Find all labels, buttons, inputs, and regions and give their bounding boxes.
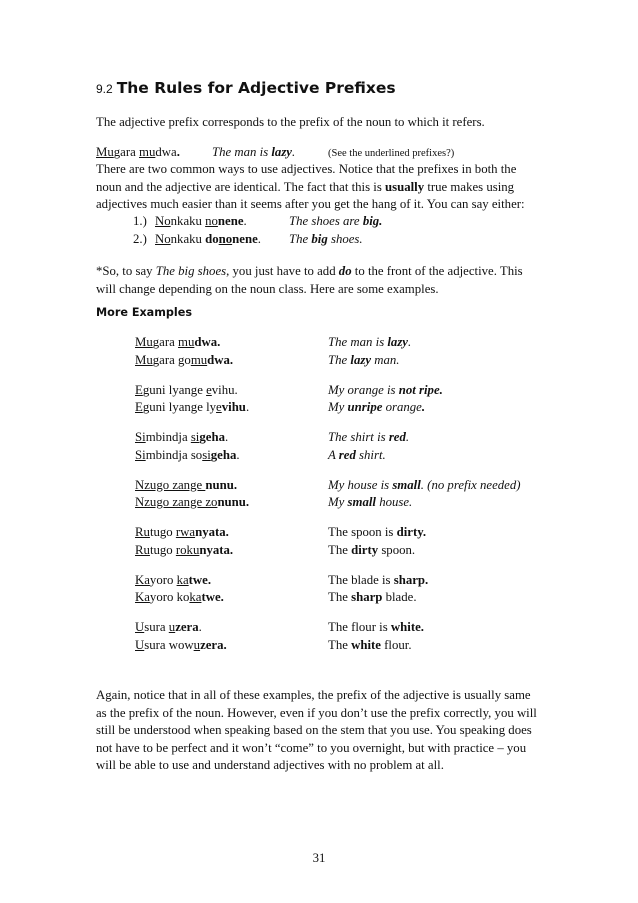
example-line xyxy=(96,144,546,162)
example-english: The man is lazy. xyxy=(212,145,296,159)
body-paragraph: There are two common ways to use adjectives. Notice that the prefixes in both the noun and the adjective are identical. The fact that this is usually true makes using adjectives much easier than it seems after you get the hang of it. You can say either: xyxy=(96,162,525,211)
section-title: The Rules for Adjective Prefixes xyxy=(116,79,396,97)
intro-paragraph: The adjective prefix corresponds to the prefix of the noun to which it refers. xyxy=(96,115,485,129)
page-number: 31 xyxy=(312,851,326,865)
more-examples-heading: More Examples xyxy=(96,306,192,319)
example-kinya: Mugara mudwa. xyxy=(96,145,180,159)
section-number: 9.2 xyxy=(96,82,113,96)
so-paragraph: *So, to say The big shoes, you just have to add do to the front of the adjective. This will change depending on the noun class. Here are some examples. xyxy=(96,264,523,296)
example-note: (See the underlined prefixes?) xyxy=(328,148,455,159)
section-heading xyxy=(96,79,396,97)
closing-paragraph: Again, notice that in all of these examples, the prefix of the adjective is usually same as the prefix of the noun. However, even if you don’t use the prefix correctly, you will still be understood when speaking based on the stem that you use. You speaking does not have to be perfect and it won’t “come” to you overnight, but with practice – you will be able to use and understand adjectives with no problem at all. xyxy=(96,688,537,772)
document-page: 9.2 The Rules for Adjective Prefixes The adjective prefix corresponds to the prefix of the noun to which it refers. Mugara mudwa. The man is lazy. (See the underlined prefixes?) There are two common ways to use adjectives. Notice that the prefixes in both the noun and the adjective are identical. The fact that this is usually true makes using adjectives much easier than it seems after you get the hang of it. You can say either: 1.) Nonkaku nonene. The shoes are big. 2.) Nonkaku dononene. The big shoes. *So, to say The big shoes, you just have to add do to the front of the adjective. This will change depending on the noun class. Here are some examples. More Examples Mugara mudwa. The man is lazy. Mugara gomudwa. The lazy man. Eguni lyange evihu. My orange is not ripe. Eguni lyange lyevihu. My unripe orange. Simbindja sigeha. The shirt is red. Simbindja sosigeha. A red shirt. Nzugo zange nunu. My house is small. (no prefix needed) Nzugo zange zonunu. My small house. Rutugo rwanyata. The spoon is dirty. Rutugo rokunyata. The dirty spoon. Kayoro katwe. The blade is sharp. Kayoro kokatwe. The sharp blade. Usura uzera. The flour is white. Usura wowuzera. The white flour. Again, notice that in all of these examples, the prefix of the adjective is usually same as the prefix of the noun. However, even if you don’t use the prefix correctly, you will still be understood when speaking based on the stem that you use. You speaking does not have to be perfect and it won’t “come” to you overnight, but with practice – you will be able to use and understand adjectives with no problem at all. 31 xyxy=(0,0,638,903)
